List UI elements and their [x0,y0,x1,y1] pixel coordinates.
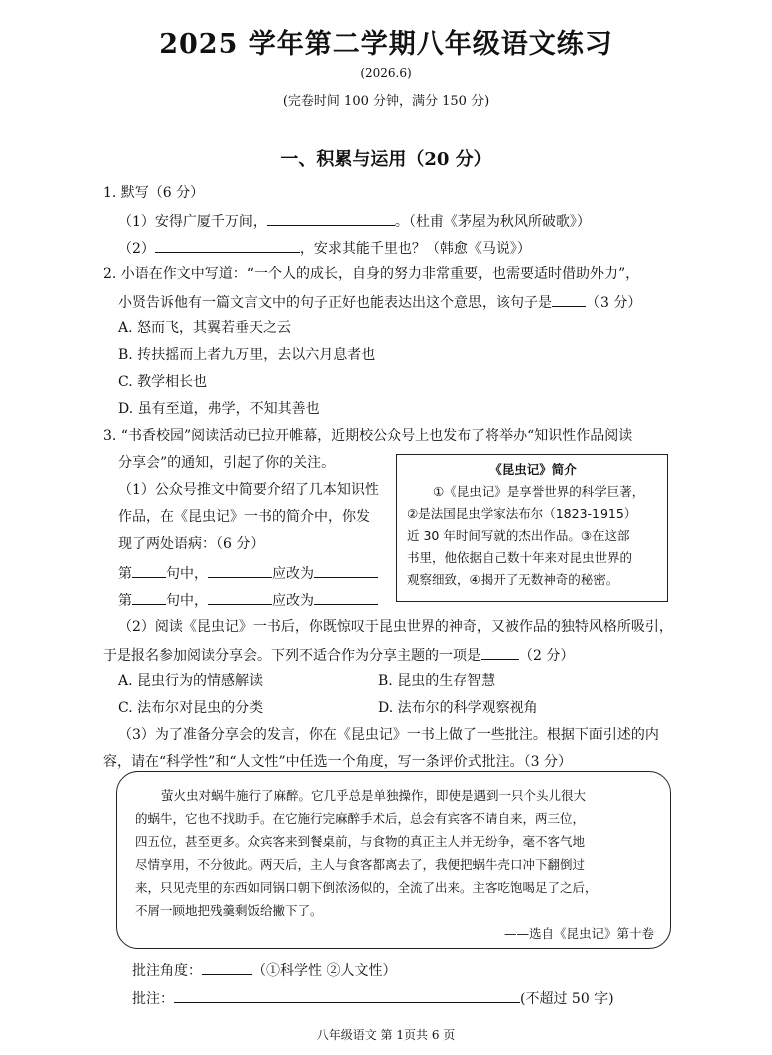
book-intro-line: 观察细致，④揭开了无数神奇的秘密。 [407,572,619,587]
q3-sub2-line2-post: （2 分） [519,648,575,664]
exam-date: (2026.6) [360,66,412,80]
q1-line1-post: 。（杜甫《茅屋为秋风所破歌》） [394,214,591,230]
q1-line2 [118,237,531,259]
q2-option-d[interactable]: D. 虽有至道，弗学，不知其善也 [118,401,320,417]
fill-blank-original-1[interactable] [208,562,272,578]
q3-sub2-option-c[interactable]: C. 法布尔对昆虫的分类 [118,700,264,716]
q3-sub2-option-b[interactable]: B. 昆虫的生存智慧 [378,673,496,689]
fill-label-b: 句中， [166,566,208,582]
book-intro-line: 书里，他依据自己数十年来对昆虫世界的 [407,550,633,565]
q1-line1-pre: （1）安得广厦千万间， [118,214,267,230]
q3-fill-row-1 [118,562,378,584]
annotation-angle-row [132,959,396,981]
q3-fill-row-2 [118,589,378,611]
q1-answer-blank-2[interactable] [155,237,300,253]
q1-line2-post: ，安求其能千里也？（韩愈《马说》） [299,241,531,257]
fill-label-a: 第 [118,593,132,609]
book-intro-title: 《昆虫记》简介 [489,462,577,477]
q3-sub2-line2-pre: 于是报名参加阅读分享会。下列不适合作为分享主题的一项是 [103,648,481,664]
q1-line1 [118,210,591,232]
page-title: 2025 学年第二学期八年级语文练习 [159,29,613,60]
excerpt-line: 不屑一顾地把残羹剩饭给撇下了。 [135,903,323,918]
excerpt-line: 四五位，甚至更多。众宾客来到餐桌前，与食物的真正主人并无纷争，毫不客气地 [135,834,586,849]
q3-sub2-option-d[interactable]: D. 法布尔的科学观察视角 [378,700,538,716]
annotation-row [132,987,614,1009]
q2-line2 [118,291,641,313]
excerpt-box [116,771,671,949]
annotation-limit: (不超过 50 字) [520,991,614,1007]
excerpt-source: ——选自《昆虫记》第十卷 [503,926,654,941]
annotation-answer-blank[interactable] [174,987,520,1003]
excerpt-line: 来，只见壳里的东西如同锅口朝下倒浓汤似的，全流了出来。主客吃饱喝足了之后， [135,880,598,895]
q2-option-b[interactable]: B. 抟扶摇而上者九万里，去以六月息者也 [118,347,376,363]
q1-answer-blank-1[interactable] [267,210,395,226]
fill-label-b: 句中， [166,593,208,609]
q3-sub2-line2 [103,644,574,666]
fill-blank-correction-1[interactable] [314,562,378,578]
q3-sub1-line1: （1）公众号推文中简要介绍了几本知识性 [118,482,379,498]
fill-blank-sentence-1[interactable] [132,562,166,578]
q3-line1: 3. “书香校园”阅读活动已拉开帷幕，近期校公众号上也发布了将举办“知识性作品阅读 [103,428,633,444]
q3-sub1-line3: 现了两处语病：（6 分） [118,536,265,552]
q3-line2: 分享会”的通知，引起了你的关注。 [118,455,336,471]
book-intro-line: 近 30 年时间写就的杰出作品。③在这部 [407,528,630,543]
fill-label-c: 应改为 [272,566,314,582]
annotation-angle-options: （①科学性 ②人文性） [252,963,397,979]
excerpt-line: 尽情享用，不分彼此。两天后，主人与食客都离去了，我便把蜗牛壳口冲下翻倒过 [135,857,586,872]
q3-sub2-line1: （2）阅读《昆虫记》一书后，你既惊叹于昆虫世界的神奇，又被作品的独特风格所吸引， [118,619,673,635]
fill-label-c: 应改为 [272,593,314,609]
annotation-angle-blank[interactable] [202,959,252,975]
q2-option-a[interactable]: A. 怒而飞，其翼若垂天之云 [118,320,292,336]
page-footer: 八年级语文 第 1页共 6 页 [316,1028,456,1042]
q3-sub2-option-a[interactable]: A. 昆虫行为的情感解读 [118,673,264,689]
q2-option-c[interactable]: C. 教学相长也 [118,374,208,390]
q3-sub3-line1: （3）为了准备分享会的发言，你在《昆虫记》一书上做了一些批注。根据下面引述的内 [118,727,659,743]
q3-sub2-answer-blank[interactable] [481,644,519,660]
fill-blank-sentence-2[interactable] [132,589,166,605]
book-intro-line: ①《昆虫记》是享誉世界的科学巨著， [433,484,645,499]
q1-heading: 1. 默写（6 分） [103,185,205,201]
q2-line2-pre: 小贤告诉他有一篇文言文中的句子正好也能表达出这个意思，该句子是 [118,295,552,311]
annotation-angle-label: 批注角度： [132,963,202,979]
fill-label-a: 第 [118,566,132,582]
fill-blank-correction-2[interactable] [314,589,378,605]
annotation-label: 批注： [132,991,174,1007]
q2-line2-post: （3 分） [586,295,642,311]
q2-line1: 2. 小语在作文中写道：“一个人的成长，自身的努力非常重要，也需要适时借助外力”， [103,266,640,282]
section-title: 一、积累与运用（20 分） [280,149,492,170]
exam-meta: (完卷时间 100 分钟，满分 150 分) [282,94,490,109]
book-intro-line: ②是法国昆虫学家法布尔（1823-1915） [407,506,637,521]
excerpt-line: 萤火虫对蜗牛施行了麻醉。它几乎总是单独操作，即使是遇到一只个头儿很大 [161,788,587,803]
q1-line2-pre: （2） [118,241,155,257]
book-intro-box [396,454,668,602]
excerpt-line: 的蜗牛，它也不找助手。在它施行完麻醉手术后，总会有宾客不请自来，两三位， [135,811,586,826]
q3-sub3-line2: 容，请在“科学性”和“人文性”中任选一个角度，写一条评价式批注。（3 分） [103,754,572,770]
fill-blank-original-2[interactable] [208,589,272,605]
q2-answer-blank[interactable] [552,291,586,307]
q3-sub1-line2: 作品，在《昆虫记》一书的简介中，你发 [118,509,370,525]
